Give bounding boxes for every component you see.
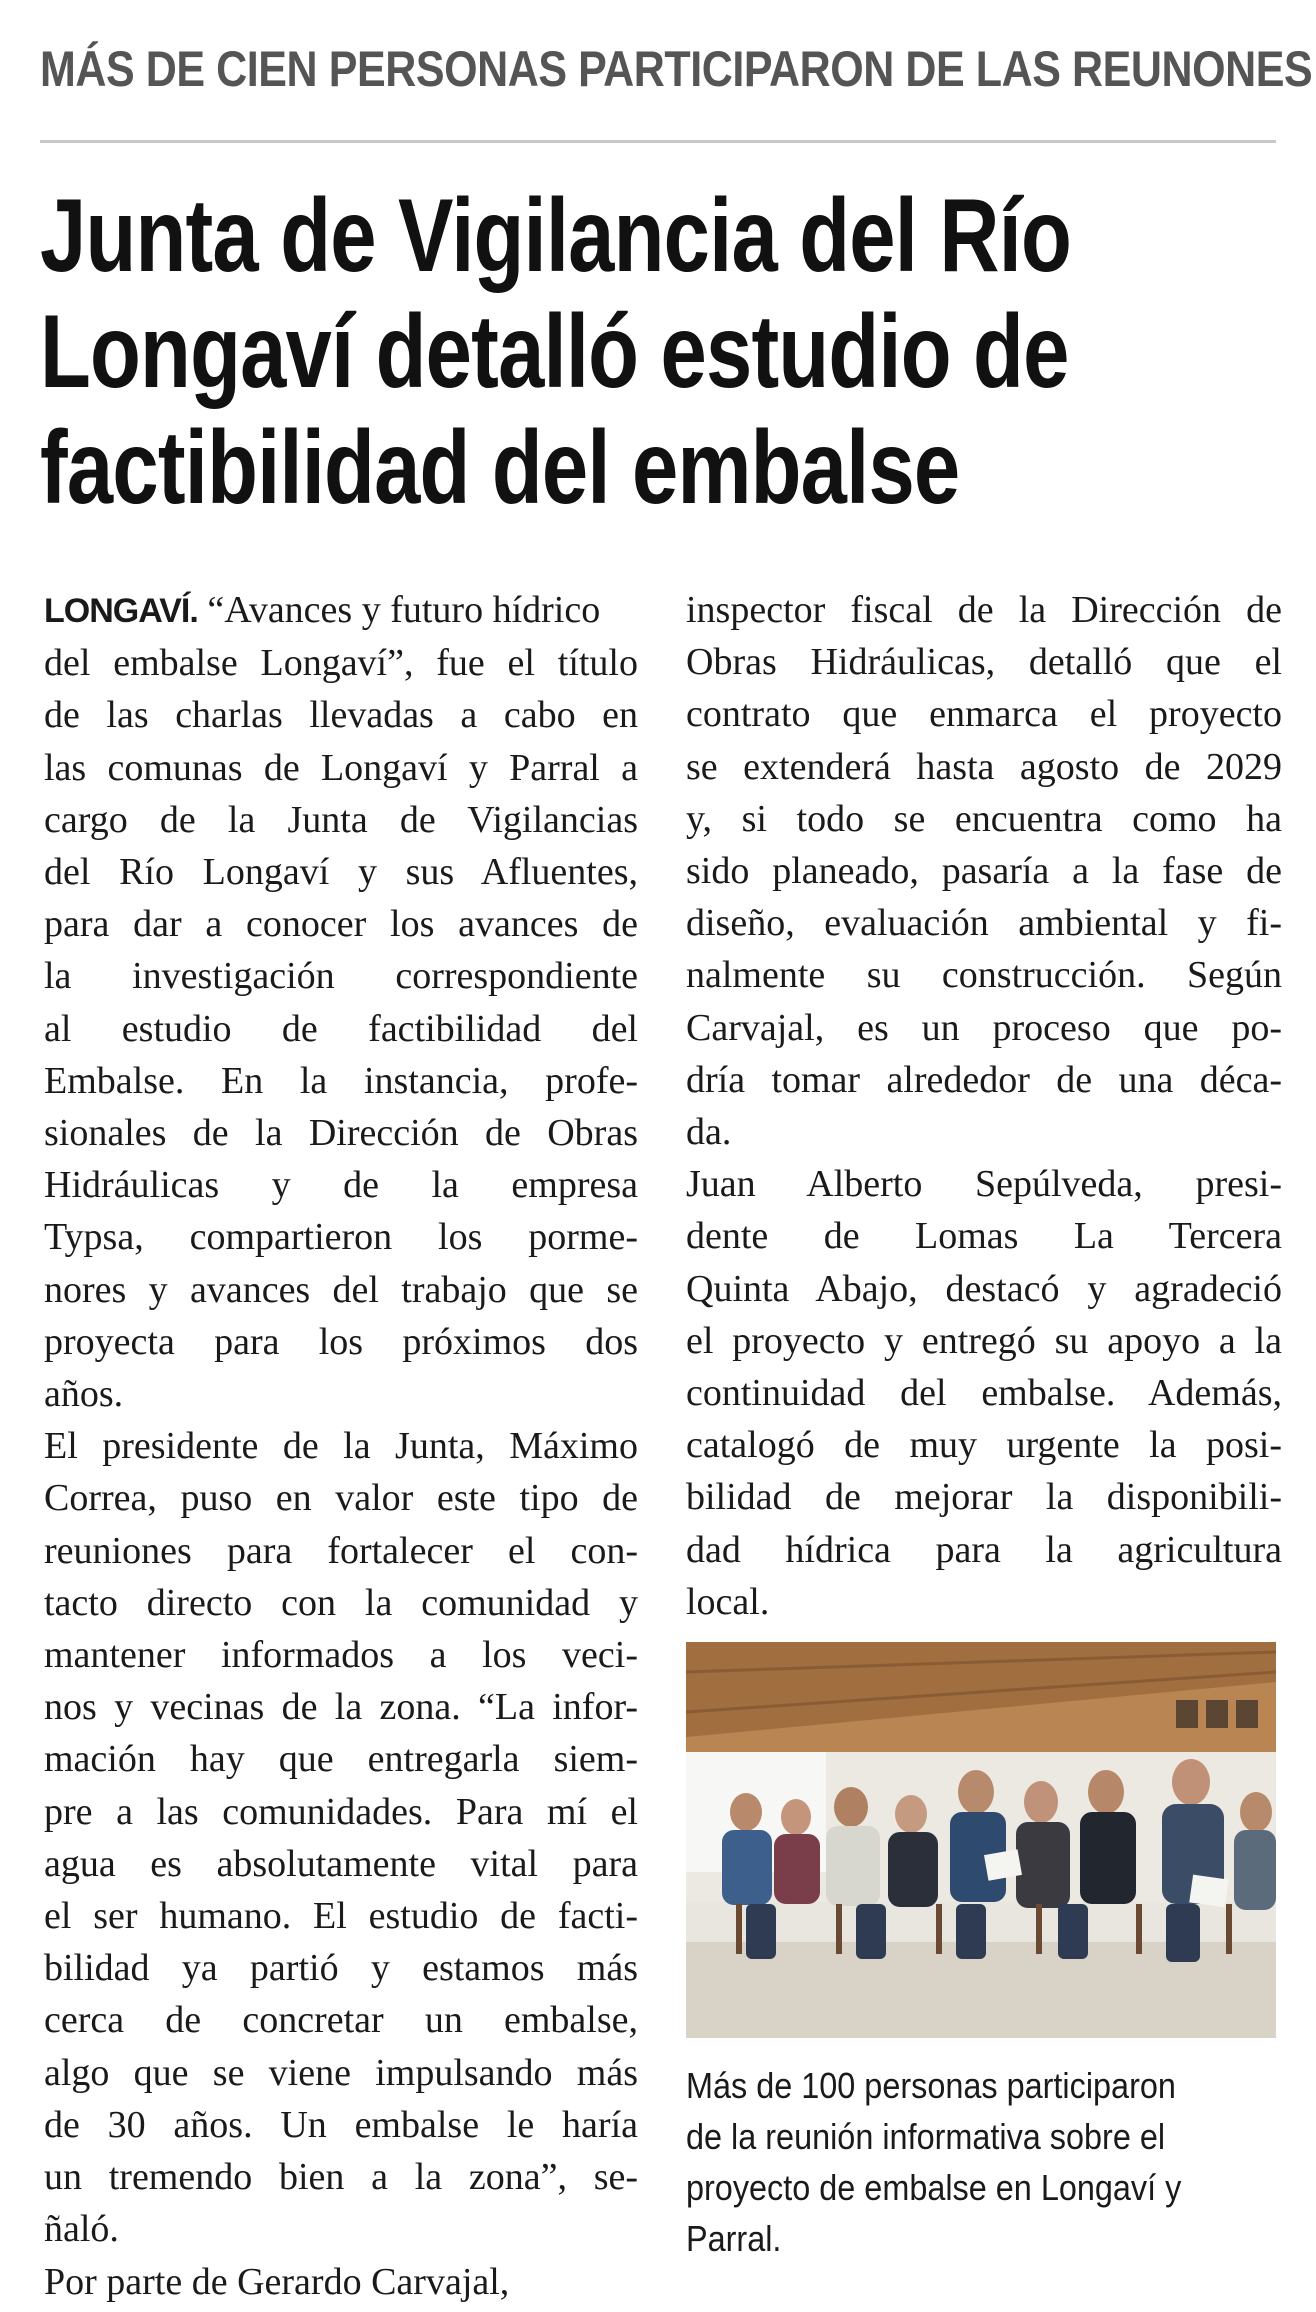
- headline: [40, 178, 1276, 526]
- body-line: continuidad del embalse. Además,: [686, 1372, 1282, 1415]
- body-line: al estudio de factibilidad del: [44, 1007, 638, 1050]
- body-line: tacto directo con la comunidad y: [44, 1581, 638, 1624]
- body-line: nalmente su construcción. Según: [686, 954, 1282, 997]
- body-line: Embalse. En la instancia, profe-: [44, 1059, 638, 1102]
- body-line: años.: [44, 1373, 124, 1416]
- body-line: Juan Alberto Sepúlveda, presi-: [686, 1163, 1282, 1206]
- body-line: de 30 años. Un embalse le haría: [44, 2103, 638, 2146]
- body-line: Quinta Abajo, destacó y agradeció: [686, 1267, 1282, 1310]
- body-line: da.: [686, 1111, 732, 1154]
- body-line: de las charlas llevadas a cabo en: [44, 694, 638, 737]
- body-line: un tremendo bien a la zona”, se-: [44, 2156, 638, 2199]
- body-line: Obras Hidráulicas, detalló que el: [686, 641, 1282, 684]
- caption-line: Más de 100 personas participaron: [686, 2065, 1176, 2106]
- body-line: Correa, puso en valor este tipo de: [44, 1477, 638, 1520]
- body-line: contrato que enmarca el proyecto: [686, 693, 1282, 736]
- body-line: nores y avances del trabajo que se: [44, 1268, 638, 1311]
- body-line: catalogó de muy urgente la posi-: [686, 1424, 1282, 1467]
- body-column-right: [686, 584, 1282, 1628]
- body-line: se extenderá hasta agosto de 2029: [686, 745, 1282, 788]
- body-line: ñaló.: [44, 2208, 119, 2251]
- body-line: reuniones para fortalecer el con-: [44, 1529, 638, 1572]
- body-line: para dar a conocer los avances de: [44, 903, 638, 946]
- kicker: MÁS DE CIEN PERSONAS PARTICIPARON DE LAS REUNONES: [40, 41, 1313, 97]
- body-line: Hidráulicas y de la empresa: [44, 1164, 638, 1207]
- body-line: Carvajal, es un proceso que po-: [686, 1006, 1282, 1049]
- body-line: El presidente de la Junta, Máximo: [44, 1425, 638, 1468]
- body-line: cerca de concretar un embalse,: [44, 1999, 638, 2042]
- body-line: dad hídrica para la agricultura: [686, 1528, 1282, 1571]
- body-line: algo que se viene impulsando más: [44, 2051, 638, 2094]
- body-line: nos y vecinas de la zona. “La infor-: [44, 1686, 638, 1729]
- body-line: dente de Lomas La Tercera: [686, 1215, 1282, 1258]
- caption-line: proyecto de embalse en Longaví y: [686, 2167, 1182, 2208]
- caption-line: Parral.: [686, 2218, 782, 2259]
- body-line: Typsa, compartieron los porme-: [44, 1216, 638, 1259]
- body-text: “Avances y futuro hídrico: [197, 589, 601, 631]
- body-line: bilidad de mejorar la disponibili-: [686, 1476, 1282, 1519]
- body-line: cargo de la Junta de Vigilancias: [44, 798, 638, 841]
- dateline: LONGAVÍ.: [44, 592, 198, 630]
- body-line: el ser humano. El estudio de facti-: [44, 1895, 638, 1938]
- body-line: y, si todo se encuentra como ha: [686, 797, 1282, 840]
- body-line: del Río Longaví y sus Afluentes,: [44, 851, 638, 894]
- headline-line: Junta de Vigilancia del Río: [40, 178, 1071, 294]
- body-line: local.: [686, 1580, 770, 1623]
- body-line: Por parte de Gerardo Carvajal,: [44, 2260, 510, 2303]
- body-line: pre a las comunidades. Para mí el: [44, 1790, 638, 1833]
- body-line: sido planeado, pasaría a la fase de: [686, 850, 1282, 893]
- headline-line: factibilidad del embalse: [40, 410, 960, 526]
- body-line: mantener informados a los veci-: [44, 1634, 638, 1677]
- body-line: inspector fiscal de la Dirección de: [686, 589, 1282, 631]
- body-line: el proyecto y entregó su apoyo a la: [686, 1319, 1282, 1362]
- body-line: dría tomar alrededor de una déca-: [686, 1058, 1282, 1101]
- body-line: la investigación correspondiente: [44, 955, 638, 998]
- photo-caption: [686, 2060, 1286, 2264]
- body-line: [44, 584, 638, 637]
- body-line: diseño, evaluación ambiental y fi-: [686, 902, 1282, 945]
- caption-line: de la reunión informativa sobre el: [686, 2116, 1166, 2157]
- body-column-left: [44, 584, 638, 2308]
- headline-line: Longaví detalló estudio de: [40, 294, 1069, 410]
- body-line: las comunas de Longaví y Parral a: [44, 746, 638, 789]
- body-line: del embalse Longaví”, fue el título: [44, 642, 638, 685]
- body-line: proyecta para los próximos dos: [44, 1320, 638, 1363]
- meeting-photo: [686, 1642, 1276, 2038]
- body-line: sionales de la Dirección de Obras: [44, 1112, 638, 1155]
- kicker-divider: [40, 140, 1276, 143]
- body-line: mación hay que entregarla siem-: [44, 1738, 638, 1781]
- body-line: agua es absolutamente vital para: [44, 1842, 638, 1885]
- body-line: bilidad ya partió y estamos más: [44, 1947, 638, 1990]
